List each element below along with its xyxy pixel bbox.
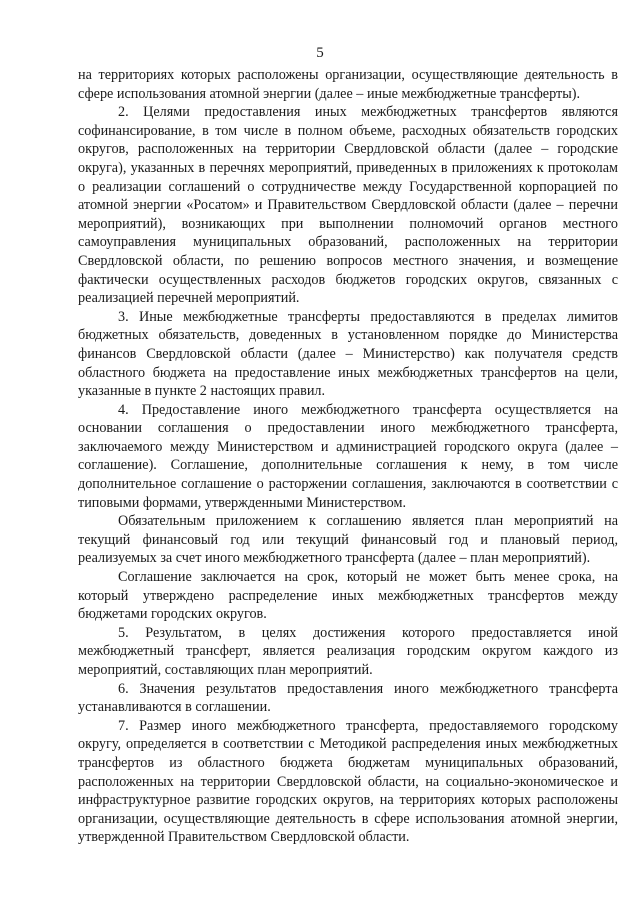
- document-body: [78, 66, 618, 847]
- paragraph-5: 5. Результатом, в целях достижения которого предоставляется иной межбюджетный трансферт, является реализация городским округом каждого из мероприятий, составляющих план мероприятий.: [78, 624, 618, 678]
- paragraph-3: 3. Иные межбюджетные трансферты предоставляются в пределах лимитов бюджетных обязательств, доведенных в установленном порядке до Министерства финансов Свердловской области (далее – Министерство) как получателя средств областного бюджета на предоставление иных межбюджетных трансфертов на цели, указанные в пункте 2 настоящих правил.: [78, 308, 618, 400]
- paragraph-4-term: Соглашение заключается на срок, который не может быть менее срока, на который утверждено распределение иных межбюджетных трансфертов между бюджетами городских округов.: [78, 569, 618, 623]
- paragraph-6: 6. Значения результатов предоставления иного межбюджетного трансферта устанавливаются в соглашении.: [78, 680, 618, 716]
- page-number: 5: [316, 45, 324, 61]
- paragraph-4: 4. Предоставление иного межбюджетного трансферта осуществляется на основании соглашения о предоставлении иного межбюджетного трансферта, заключаемого между Министерством и администрацией городского округа (далее – соглашение). Соглашение, дополнительные соглашения к нему, в том числе дополнительное соглашение о расторжении соглашения, заключаются в соответствии с типовыми формами, утвержденными Министерством.: [78, 401, 618, 511]
- paragraph-2: 2. Целями предоставления иных межбюджетных трансфертов являются софинансирование, в том числе в полном объеме, расходных обязательств городских округов, расположенных на территории Свердловской области (далее – городские округа), указанных в перечнях мероприятий, приведенных в приложениях к протоколам о реализации соглашений о сотрудничестве между Государственной корпорацией по атомной энергии «Росатом» и Правительством Свердловской области (далее – перечни мероприятий), возникающих при выполнении полномочий органов местного самоуправления муниципальных образований, расположенных на территории Свердловской области, по решению вопросов местного значения, и возмещение фактически осуществленных расходов бюджетов городских округов, связанных с реализацией перечней мероприятий.: [78, 104, 618, 307]
- paragraph-continuation: на территориях которых расположены организации, осуществляющие деятельность в сфере использования атомной энергии (далее – иные межбюджетные трансферты).: [78, 67, 618, 102]
- paragraph-4-appendix: Обязательным приложением к соглашению является план мероприятий на текущий финансовый год или текущий финансовый год и плановый период, реализуемых за счет иного межбюджетного трансферта (далее – план мероприятий).: [78, 513, 618, 567]
- paragraph-7: 7. Размер иного межбюджетного трансферта, предоставляемого городскому округу, определяется в соответствии с Методикой распределения иных межбюджетных трансфертов из областного бюджета бюджетам муниципальных образований, расположенных на территории Свердловской области, на социально-экономическое и инфраструктурное развитие городских округов, на территориях которых расположены организации, осуществляющие деятельность в сфере использования атомной энергии, утвержденной Правительством Свердловской области.: [78, 717, 618, 846]
